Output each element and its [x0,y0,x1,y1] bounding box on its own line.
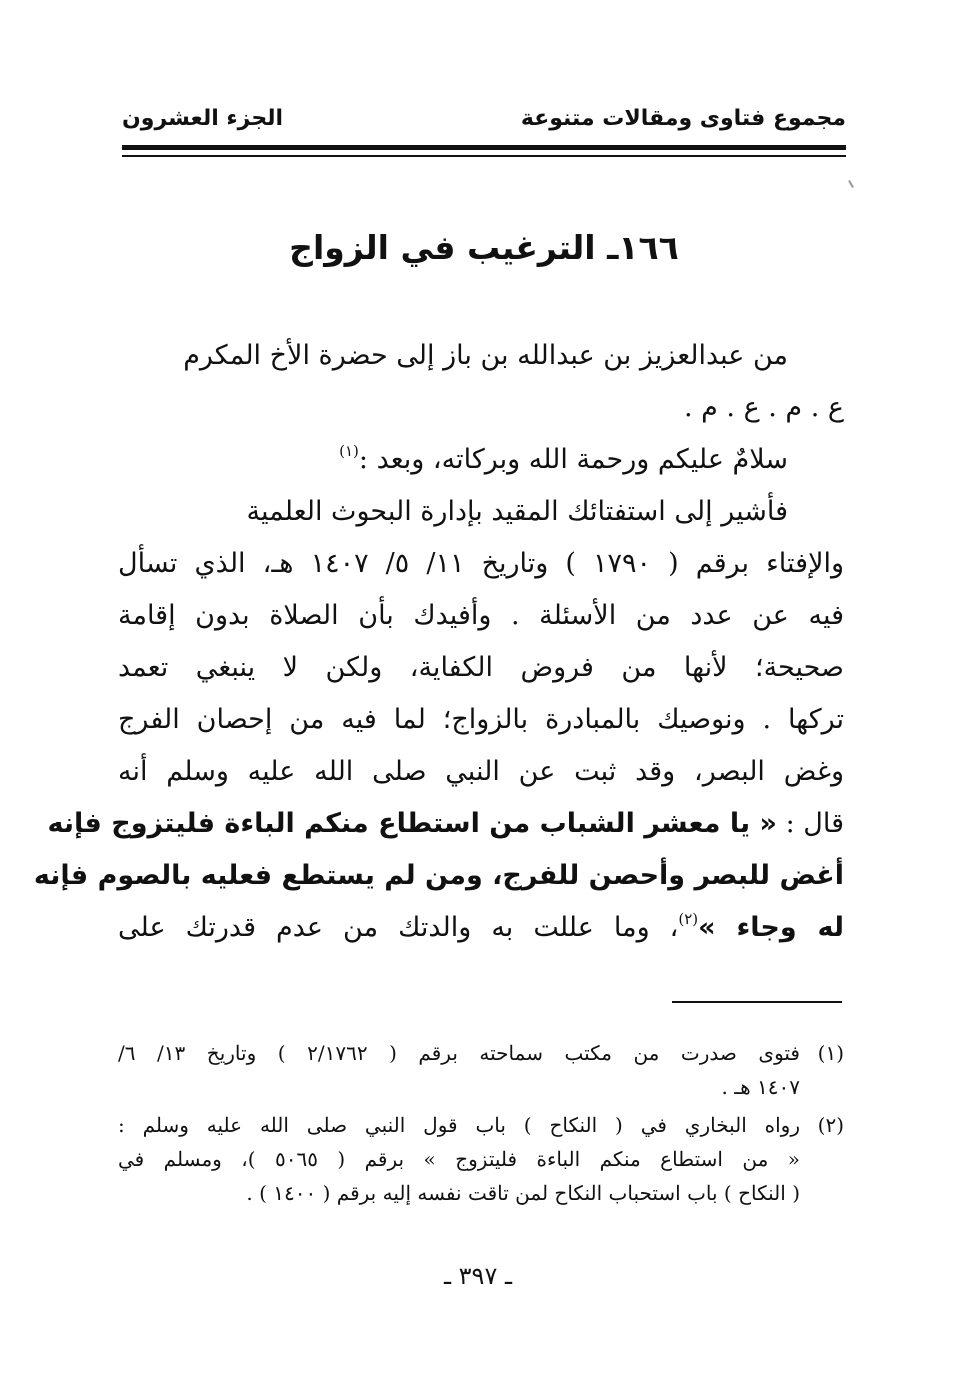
body-line: فأشير إلى استفتائك المقيد بإدارة البحوث العلمية [246,496,788,527]
hadith-line: أغض للبصر وأحصن للفرج، ومن لم يستطع فعليه بالصوم فإنه [33,860,844,891]
footnote-line: ١٤٠٧ هـ . [721,1075,800,1099]
body-line [118,434,844,486]
header-rule-thin [122,155,846,157]
body-line [47,798,844,850]
article-body [33,330,845,954]
body-line: من عبدالعزيز بن عبدالله بن باز إلى حضرة الأخ المكرم [183,340,788,371]
footnote-line: « من استطاع منكم الباءة فليتزوج » برقم ( ٥٠٦٥ )، ومسلم في [118,1147,800,1171]
body-line [118,902,844,954]
page-number: ـ ٣٩٧ ـ [443,1262,512,1290]
running-header [122,100,846,136]
continuation-text: ، وما عللت به والدتك من عدم قدرتك على [118,912,679,943]
body-line: والإفتاء برقم ( ١٧٩٠ ) وتاريخ ١١/ ٥/ ١٤٠٧ هـ، الذي تسأل [118,548,845,579]
footnote-line: فتوى صدرت من مكتب سماحته برقم ( ٢/١٧٦٢ ) وتاريخ ١٣/ ٦/ [118,1041,800,1065]
footnotes [118,1036,844,1214]
footnote-separator [672,1001,842,1003]
said-text: قال : [785,808,844,839]
header-rule-thick [122,145,846,150]
book-title: مجموع فتاوى ومقالات متنوعة [520,105,846,131]
footnote-number: (٢) [817,1113,844,1137]
body-line: ع . م . ع . م . [683,392,844,423]
body-line: تركها . ونوصيك بالمبادرة بالزواج؛ لما فيه من إحصان الفرج [118,704,844,735]
footnote-ref-1: (١) [339,442,359,460]
footnote-2 [118,1108,844,1210]
body-line: وغض البصر، وقد ثبت عن النبي صلى الله عليه وسلم أنه [118,756,844,787]
greeting-text: سلامٌ عليكم ورحمة الله وبركاته، وبعد : [358,444,788,475]
body-line: فيه عن عدد من الأسئلة . وأفيدك بأن الصلاة بدون إقامة [118,600,844,631]
hadith-end: له وجاء » [698,912,844,943]
volume-label: الجزء العشرون [122,105,283,131]
footnote-line: رواه البخاري في ( النكاح ) باب قول النبي صلى الله عليه وسلم : [118,1113,800,1137]
footnote-1 [118,1036,844,1104]
article-title: ١٦٦ـ الترغيب في الزواج [289,228,679,267]
footnote-ref-2: (٢) [678,910,699,928]
footnote-line: ( النكاح ) باب استحباب النكاح لمن تاقت نفسه إليه برقم ( ١٤٠٠ ) . [246,1181,800,1205]
hadith-text: « يا معشر الشباب من استطاع منكم الباءة فليتزوج فإنه [47,808,777,839]
footnote-number: (١) [817,1041,844,1065]
body-line: صحيحة؛ لأنها من فروض الكفاية، ولكن لا ينبغي تعمد [118,652,844,683]
scan-mark [848,180,854,188]
